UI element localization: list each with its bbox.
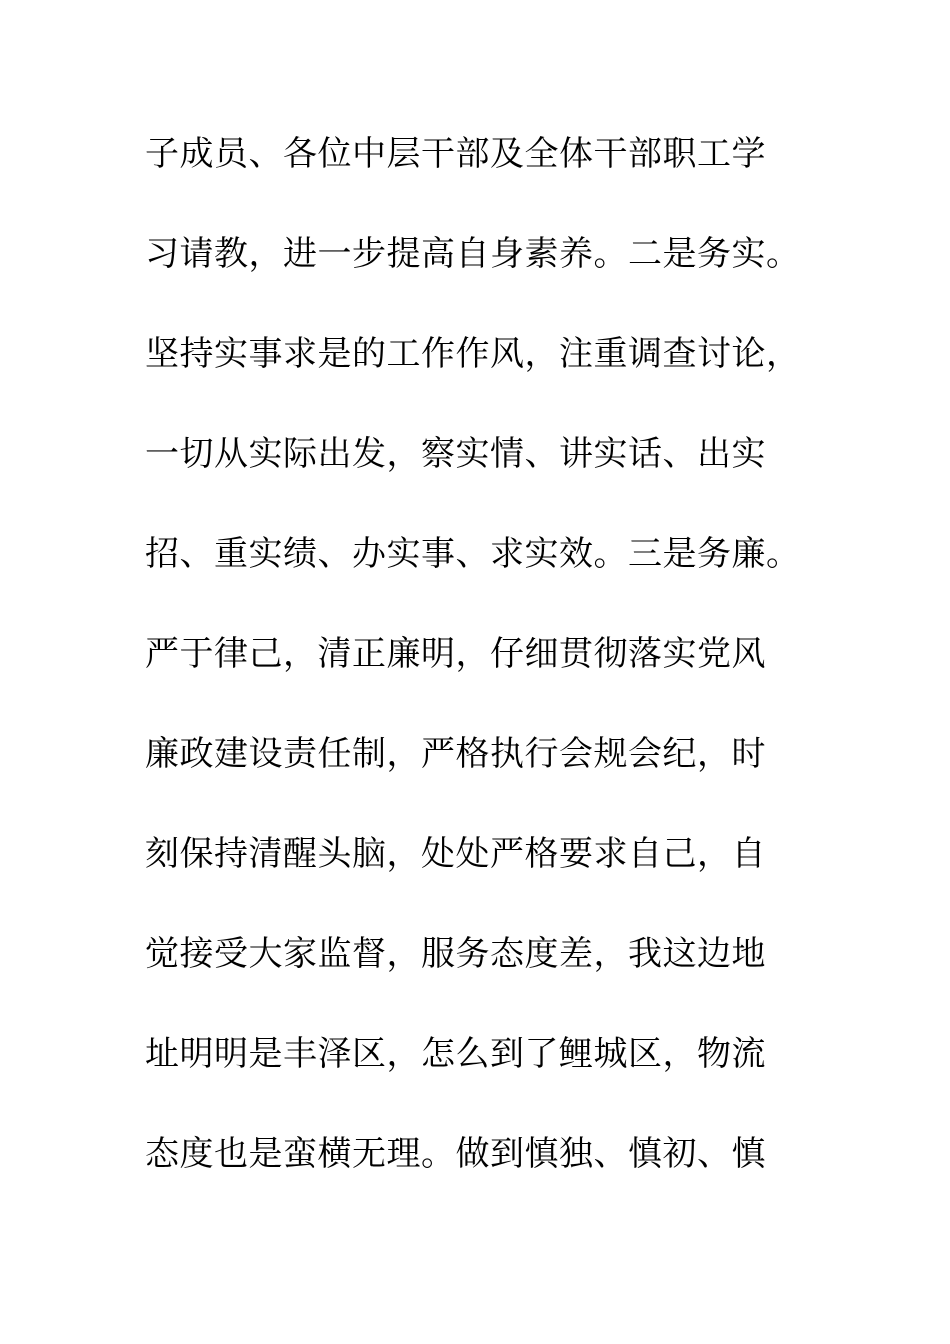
text-line-5: 招、重实绩、办实事、求实效。三是务廉。 (145, 534, 801, 574)
text-line-11: 态度也是蛮横无理。做到慎独、慎初、慎 (145, 1134, 766, 1174)
text-line-8: 刻保持清醒头脑，处处严格要求自己，自 (145, 834, 766, 874)
text-line-6: 严于律己，清正廉明，仔细贯彻落实党风 (145, 634, 766, 674)
text-line-9: 觉接受大家监督，服务态度差，我这边地 (145, 934, 766, 974)
text-line-10: 址明明是丰泽区，怎么到了鲤城区，物流 (145, 1034, 766, 1074)
text-line-3: 坚持实事求是的工作作风，注重调查讨论， (145, 334, 801, 374)
text-line-4: 一切从实际出发，察实情、讲实话、出实 (145, 434, 766, 474)
text-line-7: 廉政建设责任制，严格执行会规会纪，时 (145, 734, 766, 774)
body-text (145, 125, 845, 1225)
text-line-2: 习请教，进一步提高自身素养。二是务实。 (145, 234, 801, 274)
text-line-1: 子成员、各位中层干部及全体干部职工学 (145, 134, 766, 174)
